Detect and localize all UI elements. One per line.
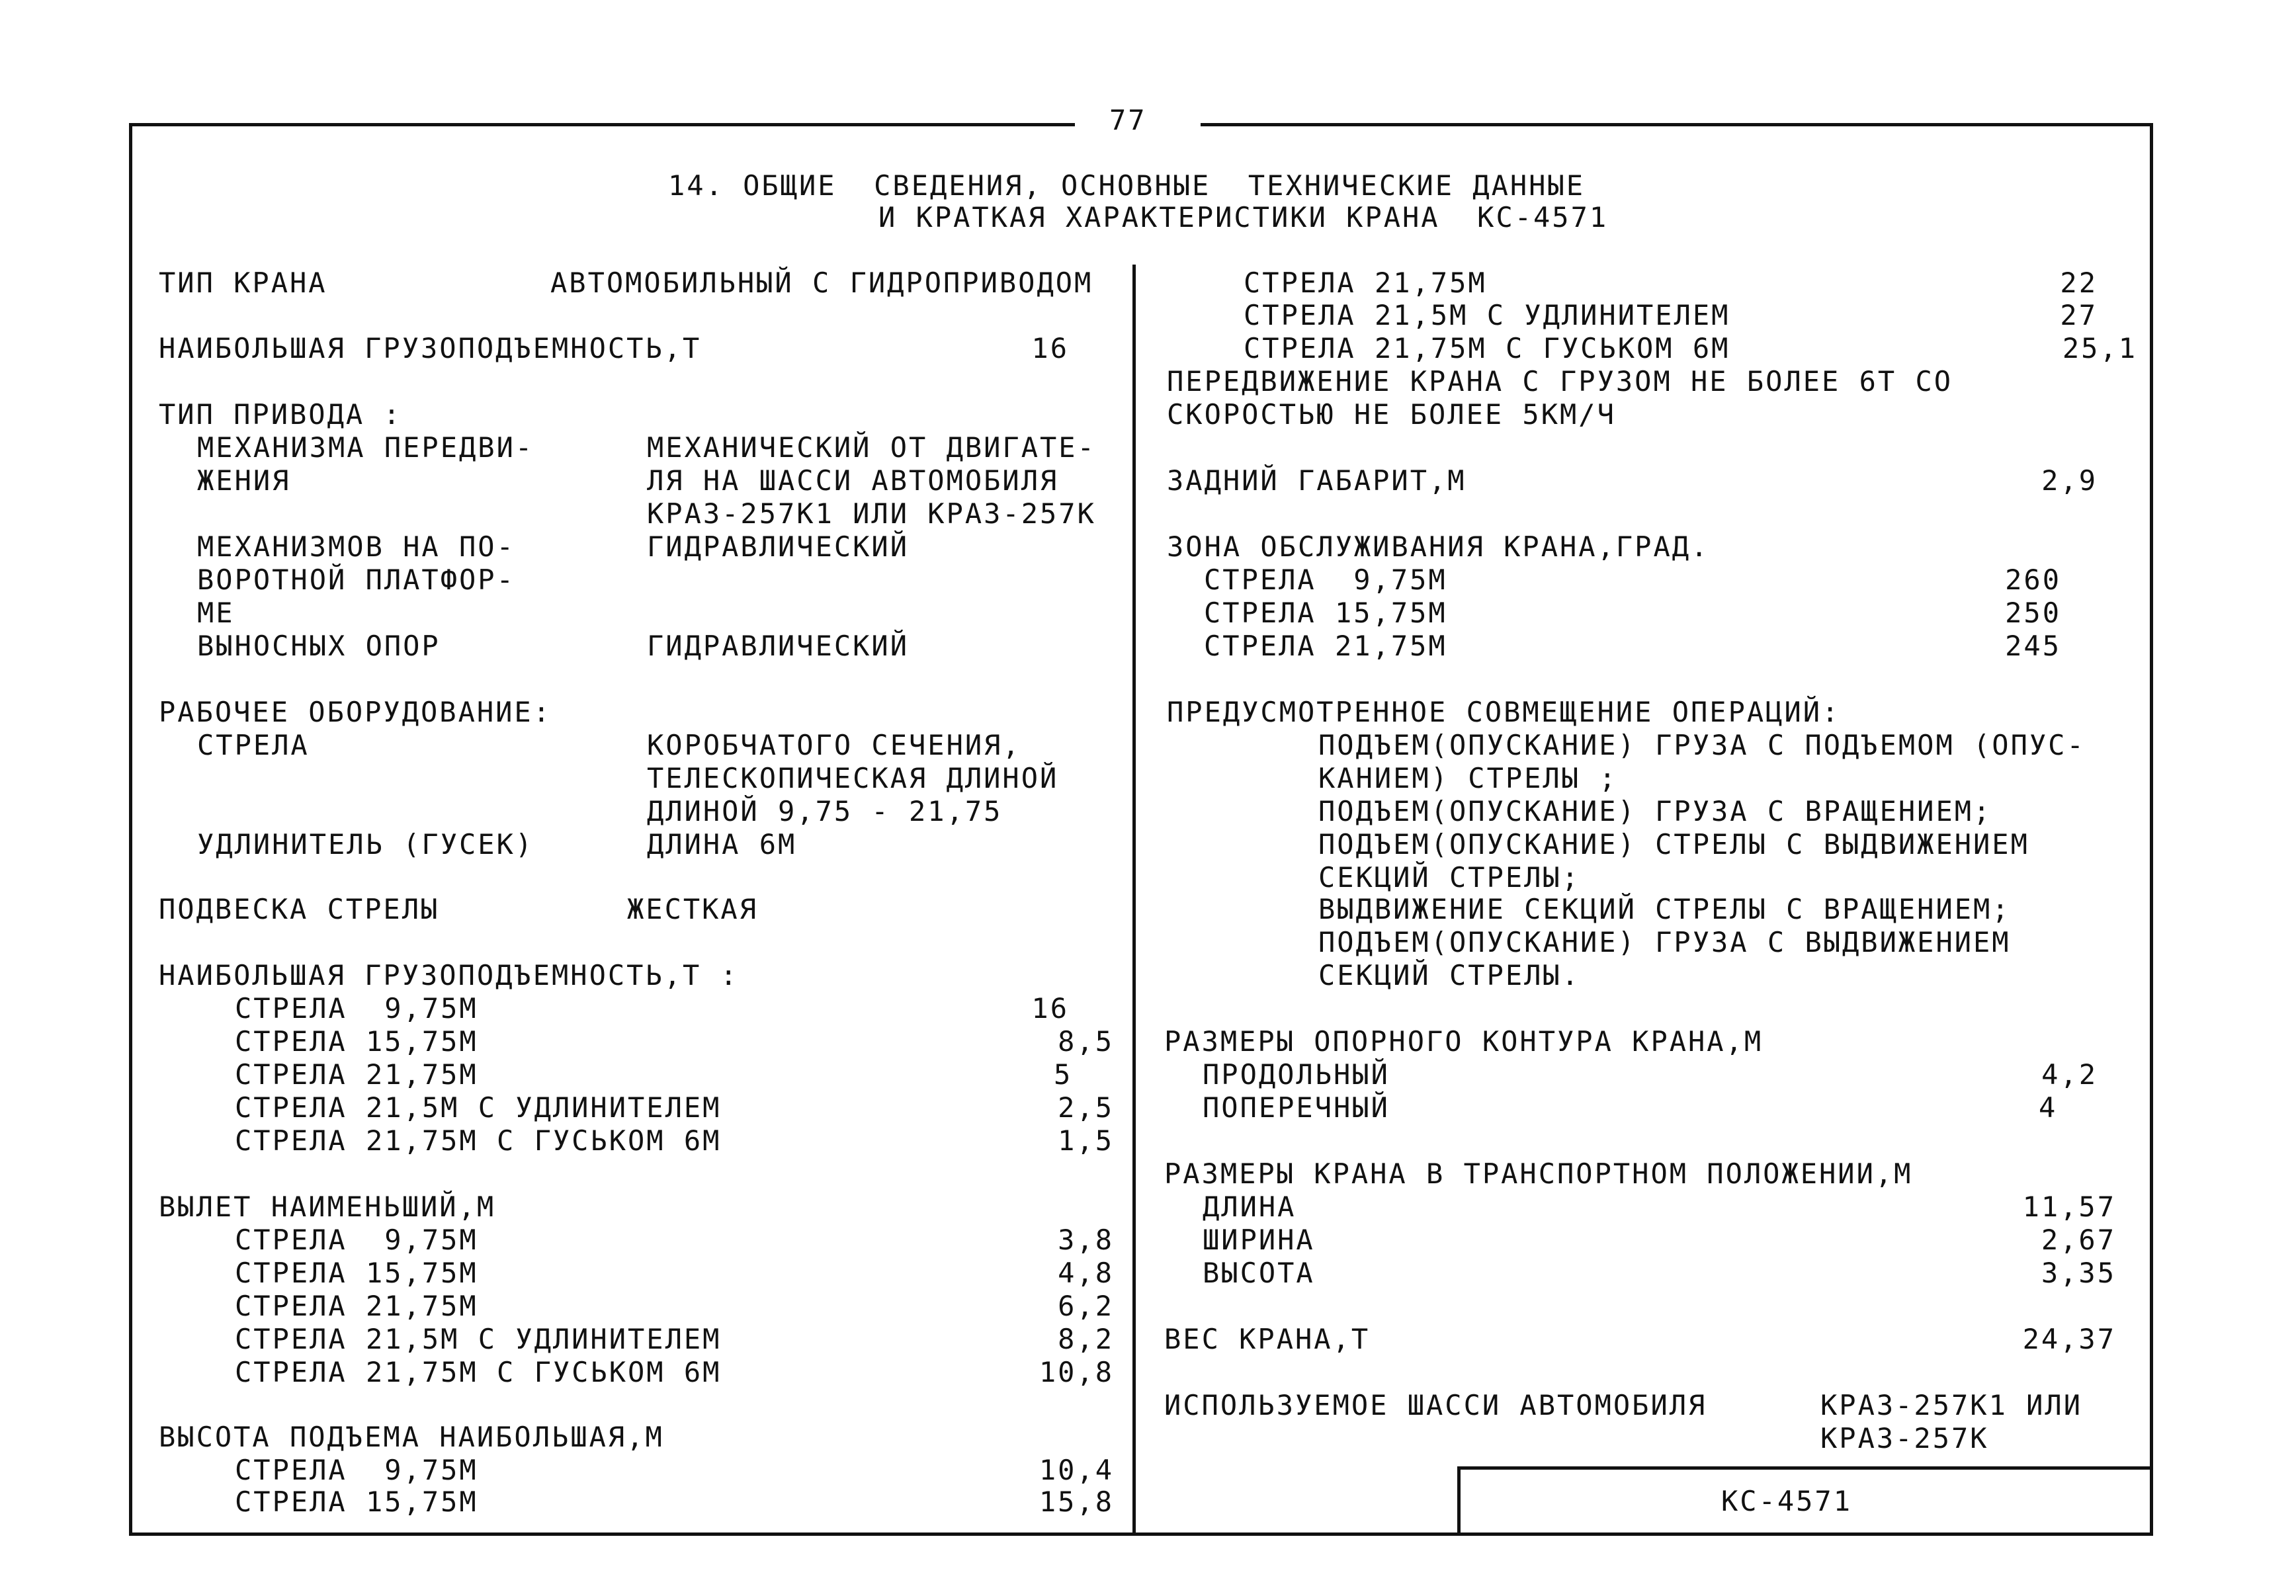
reach-heading: ВЫЛЕТ НАИМЕНЬШИЙ,М: [159, 1191, 496, 1223]
combined-ops-line: СЕКЦИЙ СТРЕЛЫ;: [1318, 861, 1581, 894]
combined-ops-line: ПОДЪЕМ(ОПУСКАНИЕ) ГРУЗА С ВЫДВИЖЕНИЕМ: [1318, 926, 2011, 958]
service-zone-row-value: 260: [2005, 564, 2061, 596]
reach-row-value: 8,2: [1058, 1323, 1114, 1355]
height-row-value: 22: [2060, 267, 2098, 299]
capacity-row-value: 1,5: [1058, 1124, 1114, 1157]
drive-outriggers-value: ГИДРАВЛИЧЕСКИЙ: [647, 630, 910, 662]
equipment-jib-label: УДЛИНИТЕЛЬ (ГУСЕК): [197, 828, 534, 861]
max-capacity-label: НАИБОЛЬШАЯ ГРУЗОПОДЪЕМНОСТЬ,Т: [159, 332, 702, 364]
transport-row-value: 2,67: [2041, 1224, 2116, 1256]
height-row-label: СТРЕЛА 15,75М: [235, 1486, 478, 1518]
drive-travel-label-1: МЕХАНИЗМА ПЕРЕДВИ-: [197, 431, 534, 464]
transport-row-label: ДЛИНА: [1203, 1191, 1297, 1223]
support-contour-heading: РАЗМЕРЫ ОПОРНОГО КОНТУРА КРАНА,М: [1164, 1025, 1764, 1058]
weight-label: ВЕС КРАНА,Т: [1164, 1323, 1371, 1355]
chassis-label: ИСПОЛЬЗУЕМОЕ ШАССИ АВТОМОБИЛЯ: [1164, 1389, 1707, 1421]
combined-ops-line: СЕКЦИЙ СТРЕЛЫ.: [1318, 959, 1581, 991]
support-contour-row-value: 4,2: [2041, 1058, 2098, 1091]
reach-row-value: 3,8: [1058, 1224, 1114, 1256]
capacity-heading: НАИБОЛЬШАЯ ГРУЗОПОДЪЕМНОСТЬ,Т :: [159, 959, 739, 991]
crane-type-value: АВТОМОБИЛЬНЫЙ С ГИДРОПРИВОДОМ: [550, 267, 1093, 299]
equipment-boom-value-2: ТЕЛЕСКОПИЧЕСКАЯ ДЛИНОЙ: [647, 762, 1059, 794]
capacity-row-label: СТРЕЛА 21,75М: [235, 1058, 478, 1091]
transport-row-label: ВЫСОТА: [1203, 1257, 1315, 1289]
combined-ops-line: ВЫДВИЖЕНИЕ СЕКЦИЙ СТРЕЛЫ С ВРАЩЕНИЕМ;: [1318, 893, 2011, 925]
height-row-label: СТРЕЛА 21,5М С УДЛИНИТЕЛЕМ: [1244, 299, 1730, 331]
travel-note-line-2: СКОРОСТЬЮ НЕ БОЛЕЕ 5КМ/Ч: [1167, 398, 1616, 431]
service-zone-heading: ЗОНА ОБСЛУЖИВАНИЯ КРАНА,ГРАД.: [1167, 530, 1710, 563]
combined-ops-line: ПОДЪЕМ(ОПУСКАНИЕ) СТРЕЛЫ С ВЫДВИЖЕНИЕМ: [1318, 828, 2029, 861]
service-zone-row-value: 250: [2005, 597, 2061, 629]
capacity-row-value: 8,5: [1058, 1025, 1114, 1058]
suspension-label: ПОДВЕСКА СТРЕЛЫ: [159, 893, 440, 925]
support-contour-row-label: ПОПЕРЕЧНЫЙ: [1203, 1091, 1390, 1124]
rear-clearance-label: ЗАДНИЙ ГАБАРИТ,М: [1167, 464, 1467, 497]
combined-ops-line: ПОДЪЕМ(ОПУСКАНИЕ) ГРУЗА С ВРАЩЕНИЕМ;: [1318, 795, 1992, 827]
height-row-value: 25,1: [2062, 332, 2137, 364]
capacity-row-value: 2,5: [1058, 1091, 1114, 1124]
weight-value: 24,37: [2022, 1323, 2116, 1355]
stamp-box-left: [1457, 1466, 1461, 1536]
equipment-jib-value: ДЛИНА 6М: [647, 828, 797, 861]
capacity-row-value: 16: [1031, 992, 1069, 1025]
drive-travel-value-2: ЛЯ НА ШАССИ АВТОМОБИЛЯ: [647, 464, 1059, 497]
transport-heading: РАЗМЕРЫ КРАНА В ТРАНСПОРТНОМ ПОЛОЖЕНИИ,М: [1164, 1157, 1913, 1190]
combined-ops-line: КАНИЕМ) СТРЕЛЫ ;: [1318, 762, 1618, 794]
drive-platform-value: ГИДРАВЛИЧЕСКИЙ: [647, 530, 910, 563]
drive-heading: ТИП ПРИВОДА :: [159, 398, 402, 431]
reach-row-label: СТРЕЛА 9,75М: [235, 1224, 478, 1256]
drive-platform-label-1: МЕХАНИЗМОВ НА ПО-: [197, 530, 515, 563]
reach-row-value: 4,8: [1058, 1257, 1114, 1289]
combined-ops-heading: ПРЕДУСМОТРЕННОЕ СОВМЕЩЕНИЕ ОПЕРАЦИЙ:: [1167, 696, 1841, 728]
chassis-value-line-2: КРАЗ-257К: [1820, 1422, 1989, 1454]
service-zone-row-label: СТРЕЛА 21,75М: [1204, 630, 1447, 662]
service-zone-row-label: СТРЕЛА 9,75М: [1204, 564, 1447, 596]
capacity-row-label: СТРЕЛА 9,75М: [235, 992, 478, 1025]
reach-row-value: 10,8: [1039, 1356, 1114, 1388]
drive-travel-label-2: ЖЕНИЯ: [197, 464, 291, 497]
suspension-value: ЖЕСТКАЯ: [627, 893, 759, 925]
equipment-heading: РАБОЧЕЕ ОБОРУДОВАНИЕ:: [159, 696, 552, 728]
reach-row-label: СТРЕЛА 21,75М С ГУСЬКОМ 6М: [235, 1356, 722, 1388]
title-line-1: 14. ОБЩИЕ СВЕДЕНИЯ, ОСНОВНЫЕ ТЕХНИЧЕСКИЕ ДАННЫЕ: [668, 169, 1586, 202]
height-row-value: 10,4: [1039, 1454, 1114, 1486]
equipment-boom-value-3: ДЛИНОЙ 9,75 - 21,75: [647, 795, 1003, 827]
reach-row-label: СТРЕЛА 21,5М С УДЛИНИТЕЛЕМ: [235, 1323, 722, 1355]
height-row-label: СТРЕЛА 21,75М С ГУСЬКОМ 6М: [1244, 332, 1730, 364]
height-row-value: 15,8: [1039, 1486, 1114, 1518]
reach-row-label: СТРЕЛА 15,75М: [235, 1257, 478, 1289]
equipment-boom-label: СТРЕЛА: [197, 729, 310, 761]
crane-type-label: ТИП КРАНА: [159, 267, 327, 299]
drive-outriggers-label: ВЫНОСНЫХ ОПОР: [197, 630, 441, 662]
support-contour-row-label: ПРОДОЛЬНЫЙ: [1203, 1058, 1390, 1091]
height-row-value: 27: [2060, 299, 2098, 331]
capacity-row-label: СТРЕЛА 21,75М С ГУСЬКОМ 6М: [235, 1124, 722, 1157]
height-heading: ВЫСОТА ПОДЪЕМА НАИБОЛЬШАЯ,М: [159, 1421, 664, 1453]
drive-travel-value-3: КРАЗ-257К1 ИЛИ КРАЗ-257К: [647, 497, 1096, 530]
drive-platform-label-3: МЕ: [197, 597, 235, 629]
capacity-row-label: СТРЕЛА 21,5М С УДЛИНИТЕЛЕМ: [235, 1091, 722, 1124]
travel-note-line-1: ПЕРЕДВИЖЕНИЕ КРАНА С ГРУЗОМ НЕ БОЛЕЕ 6Т СО: [1167, 365, 1953, 398]
support-contour-row-value: 4: [2039, 1091, 2058, 1124]
stamp-box-top: [1457, 1466, 2153, 1470]
chassis-value-line-1: КРАЗ-257К1 ИЛИ: [1820, 1389, 2083, 1421]
drive-travel-value-1: МЕХАНИЧЕСКИЙ ОТ ДВИГАТЕ-: [647, 431, 1096, 464]
capacity-row-label: СТРЕЛА 15,75М: [235, 1025, 478, 1058]
title-line-2: И КРАТКАЯ ХАРАКТЕРИСТИКИ КРАНА КС-4571: [878, 201, 1609, 233]
height-row-label: СТРЕЛА 9,75М: [235, 1454, 478, 1486]
drive-platform-label-2: ВОРОТНОЙ ПЛАТФОР-: [197, 564, 515, 596]
equipment-boom-value-1: КОРОБЧАТОГО СЕЧЕНИЯ,: [647, 729, 1021, 761]
service-zone-row-value: 245: [2005, 630, 2061, 662]
stamp-model: КС-4571: [1721, 1485, 1853, 1517]
reach-row-label: СТРЕЛА 21,75М: [235, 1290, 478, 1322]
max-capacity-value: 16: [1031, 332, 1069, 364]
transport-row-value: 11,57: [2022, 1191, 2116, 1223]
height-row-label: СТРЕЛА 21,75М: [1244, 267, 1487, 299]
reach-row-value: 6,2: [1058, 1290, 1114, 1322]
page-number: 77: [1109, 104, 1147, 136]
capacity-row-value: 5: [1054, 1058, 1073, 1091]
service-zone-row-label: СТРЕЛА 15,75М: [1204, 597, 1447, 629]
combined-ops-line: ПОДЪЕМ(ОПУСКАНИЕ) ГРУЗА С ПОДЪЕМОМ (ОПУС-: [1318, 729, 2086, 761]
transport-row-value: 3,35: [2041, 1257, 2116, 1289]
transport-row-label: ШИРИНА: [1203, 1224, 1315, 1256]
column-divider: [1132, 265, 1136, 1536]
rear-clearance-value: 2,9: [2041, 464, 2098, 497]
